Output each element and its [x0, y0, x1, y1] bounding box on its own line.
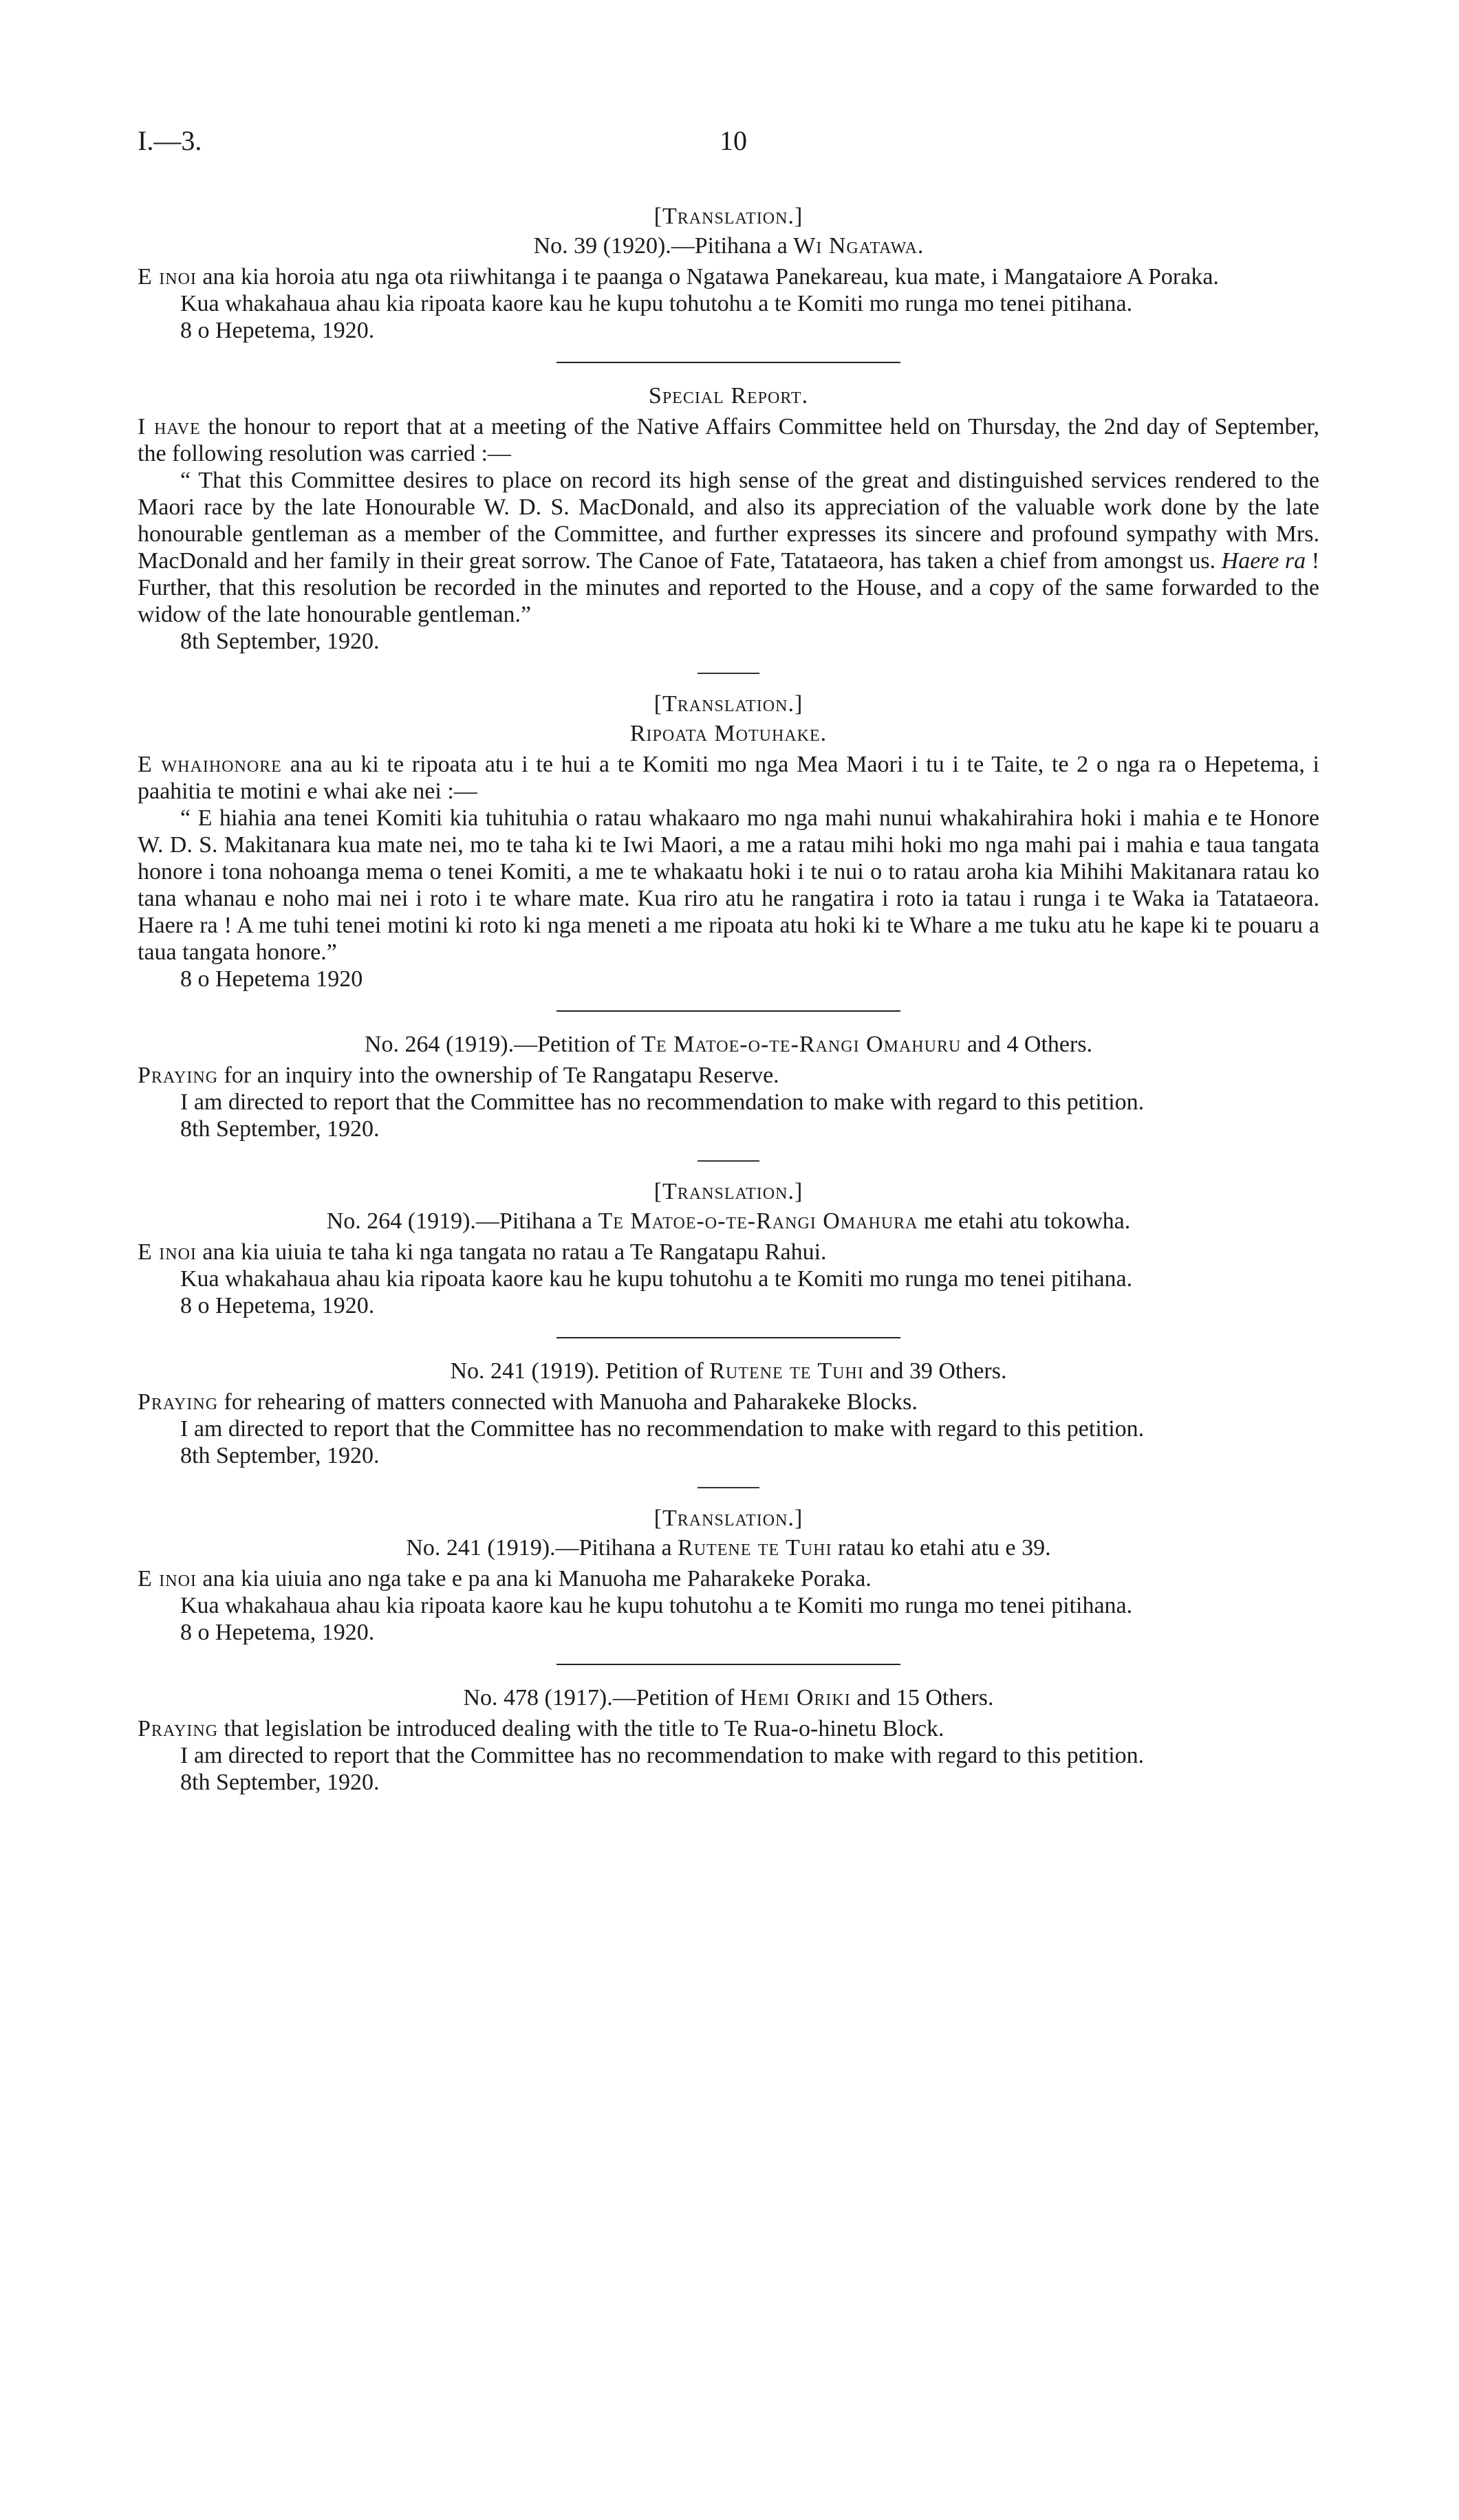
section-petition-264 [138, 1031, 1319, 1142]
petitioner-name: Rutene te Tuhi [709, 1358, 864, 1384]
petitioner-name: Te Matoe-o-te-Rangi Omahuru [641, 1032, 962, 1057]
report-intro [138, 413, 1319, 467]
section-translation-no-39 [138, 203, 1319, 344]
report-intro [138, 751, 1319, 805]
petition-heading [138, 1031, 1319, 1058]
heading-number: No. 264 (1919).—Pitihana a [326, 1208, 598, 1234]
lead-words: Praying [138, 1063, 219, 1088]
report-date: 8 o Hepetema, 1920. [180, 1293, 375, 1318]
report-date: 8th September, 1920. [180, 629, 380, 654]
heading-number: No. 241 (1919).—Pitihana a [406, 1535, 678, 1561]
committee-report: I am directed to report that the Committee has no recommendation to make with regard to this petition. [180, 1416, 1145, 1442]
heading-number: No. 478 (1917).—Petition of [463, 1685, 740, 1710]
lead-words: Praying [138, 1389, 219, 1415]
resolution-quote: “ E hiahia ana tenei Komiti kia tuhituhia o ratau whakaaro mo nga mahi nunui whakahirahira hoki i mahia e te Honore W. D. S. Makitanara kua mate nei, mo te taha ki te Iwi Maori, a me a ratau mihi hoki mo nga mahi pai i mahia e taua tangata honore i tona nohoanga mema o tenei Komiti, a me te whakaatu hoki i te nui o to ratau aroha kia Mihihi Makitanara ratau ko tana whanau e noho mai nei i roto i te whare mate. Kua riro atu he rangatira i roto ia tatau i runga i te Waka ia Tatataeora. Haere ra ! A me tuhi tenei motini ki roto ki nga meneti a me ripoata atu hoki ki te Whare a me tuku atu he kape ki te pouaru a taua tangata honore.” [138, 805, 1319, 965]
quote-text-b: ! Further, that this resolution be recorded in the minutes and reported to the House, and a copy of the same forwarded to the widow of the late honourable gentleman.” [138, 548, 1320, 627]
petitioner-name: Wi Ngatawa [793, 233, 918, 259]
report-date: 8 o Hepetema 1920 [180, 966, 363, 992]
petition-prayer [138, 1715, 1319, 1742]
petition-heading [138, 232, 1319, 259]
petition-heading [138, 1684, 1319, 1711]
petition-prayer [138, 1062, 1319, 1089]
section-ripoata-motuhake [138, 691, 1319, 992]
heading-end: and 4 Others. [961, 1032, 1093, 1057]
short-divider [698, 1160, 759, 1162]
page-number: 10 [720, 125, 747, 156]
section-divider [556, 362, 900, 363]
translation-label: [Translation.] [653, 1506, 803, 1531]
lead-words: I have [138, 414, 201, 439]
section-divider [556, 1337, 900, 1338]
section-title: Special Report. [648, 383, 809, 409]
lead-words: E inoi [138, 264, 197, 290]
prayer-text: that legislation be introduced dealing with the title to Te Rua-o-hinetu Block. [218, 1716, 944, 1741]
heading-number: No. 241 (1919). Petition of [450, 1358, 710, 1384]
committee-report: Kua whakahaua ahau kia ripoata kaore kau he kupu tohutohu a te Komiti mo runga mo tenei pitihana. [180, 291, 1133, 316]
committee-report: I am directed to report that the Committee has no recommendation to make with regard to this petition. [180, 1743, 1145, 1768]
petition-prayer [138, 1565, 1319, 1592]
committee-report: Kua whakahaua ahau kia ripoata kaore kau he kupu tohutohu a te Komiti mo runga mo tenei pitihana. [180, 1266, 1133, 1292]
lead-words: E inoi [138, 1239, 197, 1265]
section-translation-no-241 [138, 1505, 1319, 1646]
report-date: 8 o Hepetema, 1920. [180, 318, 375, 343]
intro-text: the honour to report that at a meeting of the Native Affairs Committee held on Thursday, the 2nd day of September, the following resolution was carried :— [138, 414, 1320, 466]
section-petition-478 [138, 1684, 1319, 1796]
running-head [138, 127, 1319, 169]
committee-report: Kua whakahaua ahau kia ripoata kaore kau he kupu tohutohu a te Komiti mo runga mo tenei pitihana. [180, 1593, 1133, 1618]
resolution-quote [138, 467, 1319, 628]
petition-prayer [138, 1239, 1319, 1266]
section-divider [556, 1010, 900, 1012]
translation-label: [Translation.] [653, 691, 803, 717]
quote-text-a: “ That this Committee desires to place on record its high sense of the great and distinguished services rendered to the Maori race by the late Honourable W. D. S. MacDonald, and also its appreciation of the valuable work done by the late honourable gentleman as a member of the Committee, and further expresses its sincere and profound sympathy with Mrs. MacDonald and her family in their great sorrow. The Canoe of Fate, Tatataeora, has taken a chief from amongst us. [138, 468, 1319, 574]
report-date: 8 o Hepetema, 1920. [180, 1620, 375, 1645]
short-divider [698, 1487, 759, 1488]
heading-number: No. 39 (1920).—Pitihana a [533, 233, 794, 259]
prayer-text: ana kia uiuia ano nga take e pa ana ki Manuoha me Paharakeke Poraka. [196, 1566, 872, 1592]
petition-heading [138, 1534, 1319, 1561]
heading-end: and 15 Others. [850, 1685, 994, 1710]
section-special-report [138, 382, 1319, 655]
heading-end: . [917, 233, 924, 259]
prayer-text: for an inquiry into the ownership of Te Rangatapu Reserve. [218, 1063, 779, 1088]
section-petition-241 [138, 1358, 1319, 1469]
heading-end: and 39 Others. [863, 1358, 1007, 1384]
document-page [138, 127, 1319, 1796]
intro-text: ana au ki te ripoata atu i te hui a te Komiti mo nga Mea Maori i tu i te Taite, te 2 o nga ra o Hepetema, i paahitia te motini e whai ake nei :— [138, 752, 1320, 804]
heading-end: ratau ko etahi atu e 39. [832, 1535, 1051, 1561]
section-title: Ripoata Motuhake. [629, 721, 828, 746]
lead-words: E whaihonore [138, 752, 282, 777]
petition-heading [138, 1358, 1319, 1384]
petition-prayer [138, 1389, 1319, 1415]
prayer-text: ana kia horoia atu nga ota riiwhitanga i te paanga o Ngatawa Panekareau, kua mate, i Mangataiore A Poraka. [196, 264, 1219, 290]
document-code: I.—3. [138, 125, 202, 156]
report-date: 8th September, 1920. [180, 1770, 380, 1795]
report-date: 8th September, 1920. [180, 1443, 380, 1468]
prayer-text: for rehearing of matters connected with Manuoha and Paharakeke Blocks. [218, 1389, 918, 1415]
section-translation-no-264 [138, 1178, 1319, 1319]
lead-words: Praying [138, 1716, 219, 1741]
petition-heading [138, 1208, 1319, 1235]
report-date: 8th September, 1920. [180, 1116, 380, 1142]
translation-label: [Translation.] [653, 1179, 803, 1204]
petitioner-name: Rutene te Tuhi [678, 1535, 832, 1561]
lead-words: E inoi [138, 1566, 197, 1592]
translation-label: [Translation.] [653, 204, 803, 229]
petition-prayer [138, 263, 1319, 290]
short-divider [698, 673, 759, 674]
quote-italic: Haere ra [1221, 548, 1306, 574]
petitioner-name: Te Matoe-o-te-Rangi Omahura [598, 1208, 918, 1234]
heading-number: No. 264 (1919).—Petition of [364, 1032, 642, 1057]
section-divider [556, 1664, 900, 1665]
committee-report: I am directed to report that the Committee has no recommendation to make with regard to this petition. [180, 1089, 1145, 1115]
prayer-text: ana kia uiuia te taha ki nga tangata no ratau a Te Rangatapu Rahui. [196, 1239, 827, 1265]
petitioner-name: Hemi Oriki [739, 1685, 851, 1710]
heading-end: me etahi atu tokowha. [918, 1208, 1131, 1234]
